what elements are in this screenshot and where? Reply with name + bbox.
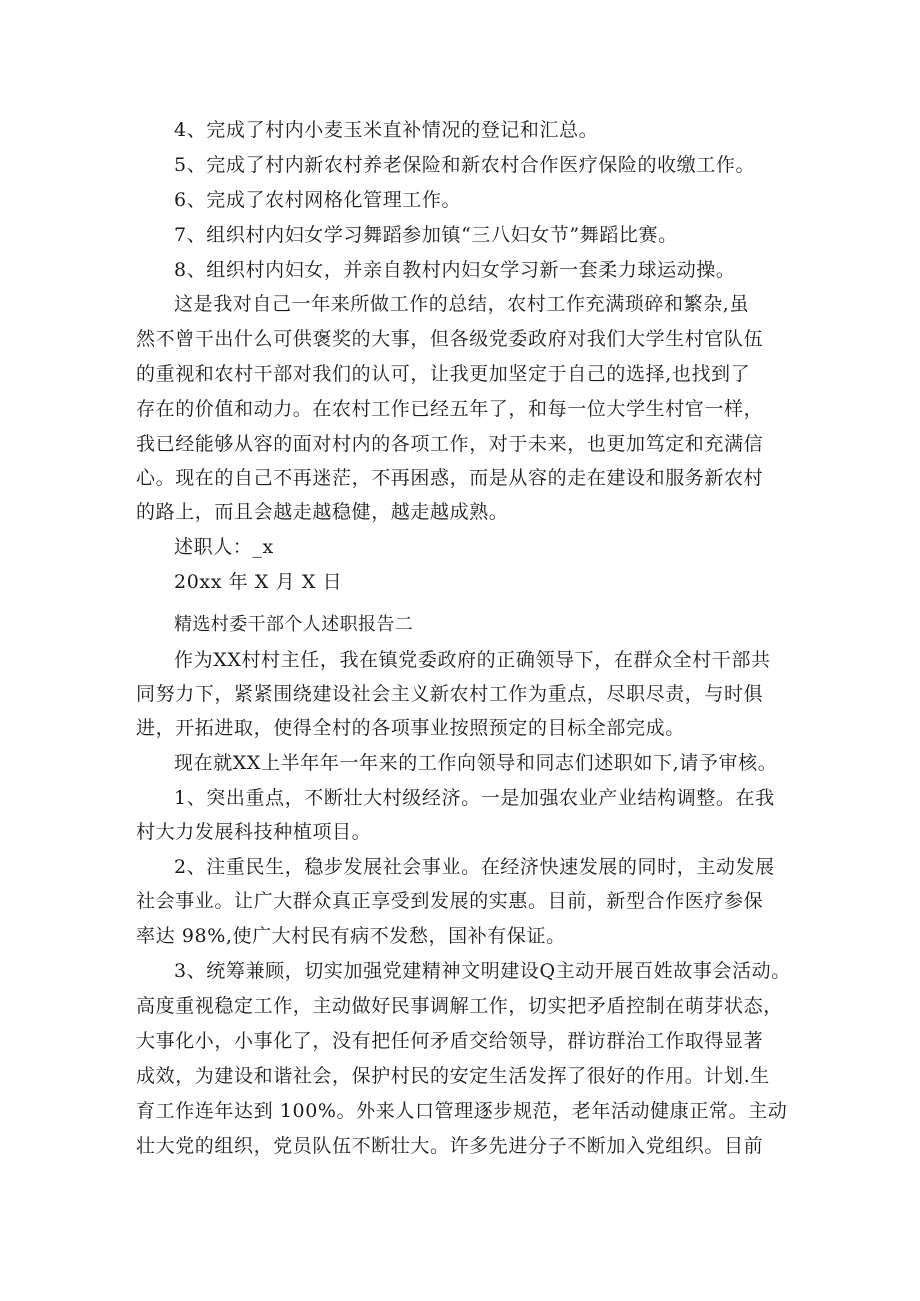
paragraph-line: 1、突出重点，不断壮大村级经济。一是加强农业产业结构调整。在我 bbox=[174, 787, 775, 809]
report-intro: 现在就XX上半年年一年来的工作向领导和同志们述职如下,请予审核。 bbox=[174, 752, 778, 774]
paragraph-line: 社会事业。让广大群众真正享受到发展的实惠。目前，新型合作医疗参保 bbox=[136, 890, 764, 912]
paragraph-line: 的重视和农村干部对我们的认可，让我更加坚定于自己的选择,也找到了 bbox=[136, 363, 751, 385]
paragraph-line: 然不曾干出什么可供褒奖的大事，但各级党委政府对我们大学生村官队伍 bbox=[136, 328, 764, 350]
section-title: 精选村委干部个人述职报告二 bbox=[174, 614, 414, 635]
list-item: 6、完成了农村网格化管理工作。 bbox=[174, 189, 462, 211]
paragraph-line: 大事化小，小事化了，没有把任何矛盾交给领导，群访群治工作取得显著 bbox=[136, 1030, 764, 1052]
paragraph-line: 育工作连年达到 100%。外来人口管理逐步规范，老年活动健康正常。主动 bbox=[136, 1100, 788, 1122]
list-item: 4、完成了村内小麦玉米直补情况的登记和汇总。 bbox=[174, 119, 599, 141]
paragraph-line: 率达 98%,使广大村民有病不发愁，国补有保证。 bbox=[136, 925, 566, 947]
signature: 述职人：_x bbox=[174, 536, 274, 558]
list-item: 8、组织村内妇女，并亲自教村内妇女学习新一套柔力球运动操。 bbox=[174, 259, 736, 281]
paragraph-line: 壮大党的组织，党员队伍不断壮大。许多先进分子不断加入党组织。目前 bbox=[136, 1135, 764, 1157]
paragraph-line: 心。现在的自己不再迷茫，不再困惑，而是从容的走在建设和服务新农村 bbox=[136, 467, 764, 489]
paragraph-line: 作为XX村村主任，我在镇党委政府的正确领导下，在群众全村干部共 bbox=[174, 649, 771, 671]
paragraph-line: 的路上，而且会越走越稳健，越走越成熟。 bbox=[136, 501, 509, 523]
paragraph-line: 这是我对自己一年来所做工作的总结，农村工作充满琐碎和繁杂,虽 bbox=[174, 293, 750, 315]
list-item: 7、组织村内妇女学习舞蹈参加镇“三八妇女节”舞蹈比赛。 bbox=[174, 224, 678, 246]
paragraph-line: 3、统筹兼顾，切实加强党建精神文明建设Q主动开展百姓故事会活动。 bbox=[174, 960, 791, 982]
paragraph-line: 高度重视稳定工作，主动做好民事调解工作，切实把矛盾控制在萌芽状态， bbox=[136, 995, 783, 1017]
paragraph-line: 2、注重民生，稳步发展社会事业。在经济快速发展的同时，主动发展 bbox=[174, 856, 775, 878]
paragraph-line: 村大力发展科技种植项目。 bbox=[136, 821, 372, 843]
paragraph-line: 成效，为建设和谐社会，保护村民的安定生活发挥了很好的作用。计划.生 bbox=[136, 1065, 770, 1087]
paragraph-line: 同努力下，紧紧围绕建设社会主义新农村工作为重点，尽职尽责，与时俱 bbox=[136, 683, 764, 705]
report-date: 20xx 年 X 月 X 日 bbox=[174, 571, 343, 593]
paragraph-line: 进，开拓进取，使得全村的各项事业按照预定的目标全部完成。 bbox=[136, 717, 685, 739]
list-item: 5、完成了村内新农村养老保险和新农村合作医疗保险的收缴工作。 bbox=[174, 154, 756, 176]
paragraph-line: 我已经能够从容的面对村内的各项工作，对于未来，也更加笃定和充满信 bbox=[136, 433, 764, 455]
paragraph-line: 存在的价值和动力。在农村工作已经五年了，和每一位大学生村官一样， bbox=[136, 398, 764, 420]
